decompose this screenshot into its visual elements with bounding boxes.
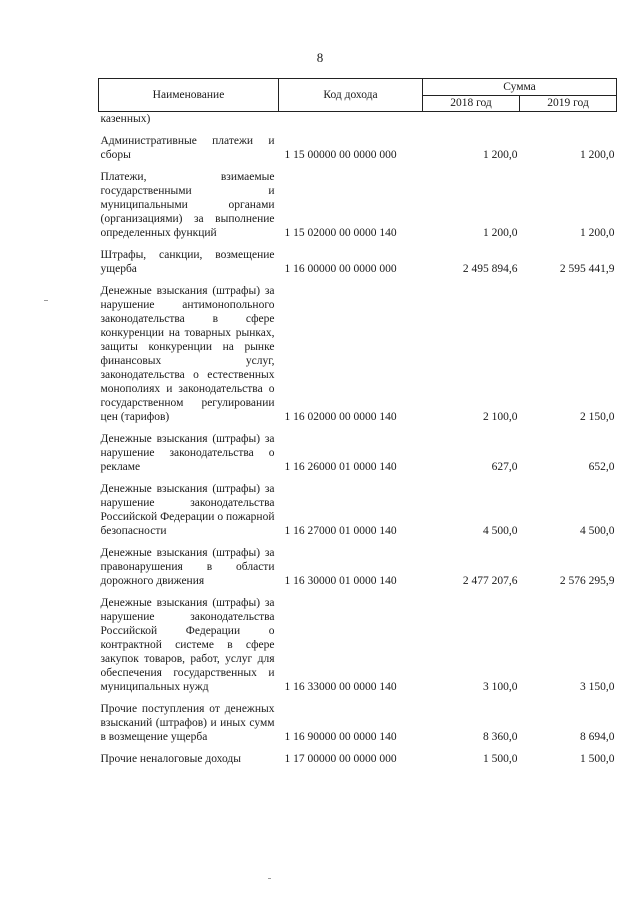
row-value-2018: 2 477 207,6 xyxy=(462,575,518,587)
table-row xyxy=(99,694,617,744)
table-row xyxy=(99,126,617,162)
header-sum: Сумма xyxy=(423,79,617,96)
row-value-2018: 2 495 894,6 xyxy=(462,263,518,275)
header-code: Код дохода xyxy=(279,79,423,112)
row-value-2019: 8 694,0 xyxy=(580,731,615,743)
page-number: 8 xyxy=(316,50,324,65)
header-year-2019: 2019 год xyxy=(520,95,617,112)
row-name: Прочие неналоговые доходы xyxy=(100,753,241,765)
row-name: Денежные взыскания (штрафы) за нарушение антимонопольного законодательства в сфере конкуренции на товарных рынках, защиты конкуренции на рынке финансовых услуг, законодательства о естественных монополиях и законодательства о государственном регулировании цен (тарифов) xyxy=(100,285,275,423)
row-value-2019: 2 150,0 xyxy=(580,411,615,423)
table-row xyxy=(99,162,617,240)
row-name: Денежные взыскания (штрафы) за нарушение законодательства о рекламе xyxy=(100,433,275,473)
row-name: Платежи, взимаемые государственными и муниципальными органами (организациями) за выполнение определенных функций xyxy=(100,171,275,239)
row-value-2019: 1 200,0 xyxy=(580,227,615,239)
revenue-table xyxy=(98,78,617,766)
revenue-table-container xyxy=(98,78,616,766)
table-row xyxy=(99,424,617,474)
table-row xyxy=(99,538,617,588)
table-header xyxy=(99,79,617,112)
row-value-2018: 8 360,0 xyxy=(483,731,518,743)
row-value-2019: 4 500,0 xyxy=(580,525,615,537)
row-value-2019: 3 150,0 xyxy=(580,681,615,693)
row-code: 1 16 27000 01 0000 140 xyxy=(284,525,397,537)
header-name: Наименование xyxy=(99,79,279,112)
row-code: 1 15 00000 00 0000 000 xyxy=(284,149,397,161)
row-name: казенных) xyxy=(100,113,151,125)
row-code: 1 17 00000 00 0000 000 xyxy=(284,753,397,765)
row-value-2019: 652,0 xyxy=(588,461,615,473)
row-code: 1 16 26000 01 0000 140 xyxy=(284,461,397,473)
row-name: Штрафы, санкции, возмещение ущерба xyxy=(100,249,275,275)
row-value-2019 xyxy=(520,112,617,127)
row-name: Административные платежи и сборы xyxy=(100,135,275,161)
row-value-2019: 1 500,0 xyxy=(580,753,615,765)
row-code: 1 16 00000 00 0000 000 xyxy=(284,263,397,275)
scan-speck xyxy=(44,300,48,301)
row-name: Денежные взыскания (штрафы) за правонарушения в области дорожного движения xyxy=(100,547,275,587)
row-value-2018: 1 500,0 xyxy=(483,753,518,765)
row-value-2018: 2 100,0 xyxy=(483,411,518,423)
table-body xyxy=(99,112,617,767)
table-row xyxy=(99,588,617,694)
row-value-2019: 2 595 441,9 xyxy=(559,263,615,275)
row-value-2018: 4 500,0 xyxy=(483,525,518,537)
row-value-2018: 1 200,0 xyxy=(483,149,518,161)
row-code: 1 16 33000 00 0000 140 xyxy=(284,681,397,693)
row-value-2018 xyxy=(423,112,520,127)
table-row xyxy=(99,240,617,276)
row-value-2018: 1 200,0 xyxy=(483,227,518,239)
row-name: Прочие поступления от денежных взысканий (штрафов) и иных сумм в возмещение ущерба xyxy=(100,703,275,743)
row-value-2019: 2 576 295,9 xyxy=(559,575,615,587)
row-code: 1 16 30000 01 0000 140 xyxy=(284,575,397,587)
row-value-2018: 3 100,0 xyxy=(483,681,518,693)
table-row xyxy=(99,112,617,127)
row-code: 1 16 02000 00 0000 140 xyxy=(284,411,397,423)
row-value-2018: 627,0 xyxy=(491,461,518,473)
scan-speck xyxy=(268,878,271,879)
row-code xyxy=(279,112,423,127)
table-row xyxy=(99,474,617,538)
row-value-2019: 1 200,0 xyxy=(580,149,615,161)
row-name: Денежные взыскания (штрафы) за нарушение законодательства Российской Федерации о пожарной безопасности xyxy=(100,483,275,537)
row-name: Денежные взыскания (штрафы) за нарушение законодательства Российской Федерации о контрактной системе в сфере закупок товаров, работ, услуг для обеспечения государственных и муниципальных нужд xyxy=(100,597,275,693)
row-code: 1 15 02000 00 0000 140 xyxy=(284,227,397,239)
header-year-2018: 2018 год xyxy=(423,95,520,112)
row-code: 1 16 90000 00 0000 140 xyxy=(284,731,397,743)
table-row xyxy=(99,744,617,766)
table-row xyxy=(99,276,617,424)
